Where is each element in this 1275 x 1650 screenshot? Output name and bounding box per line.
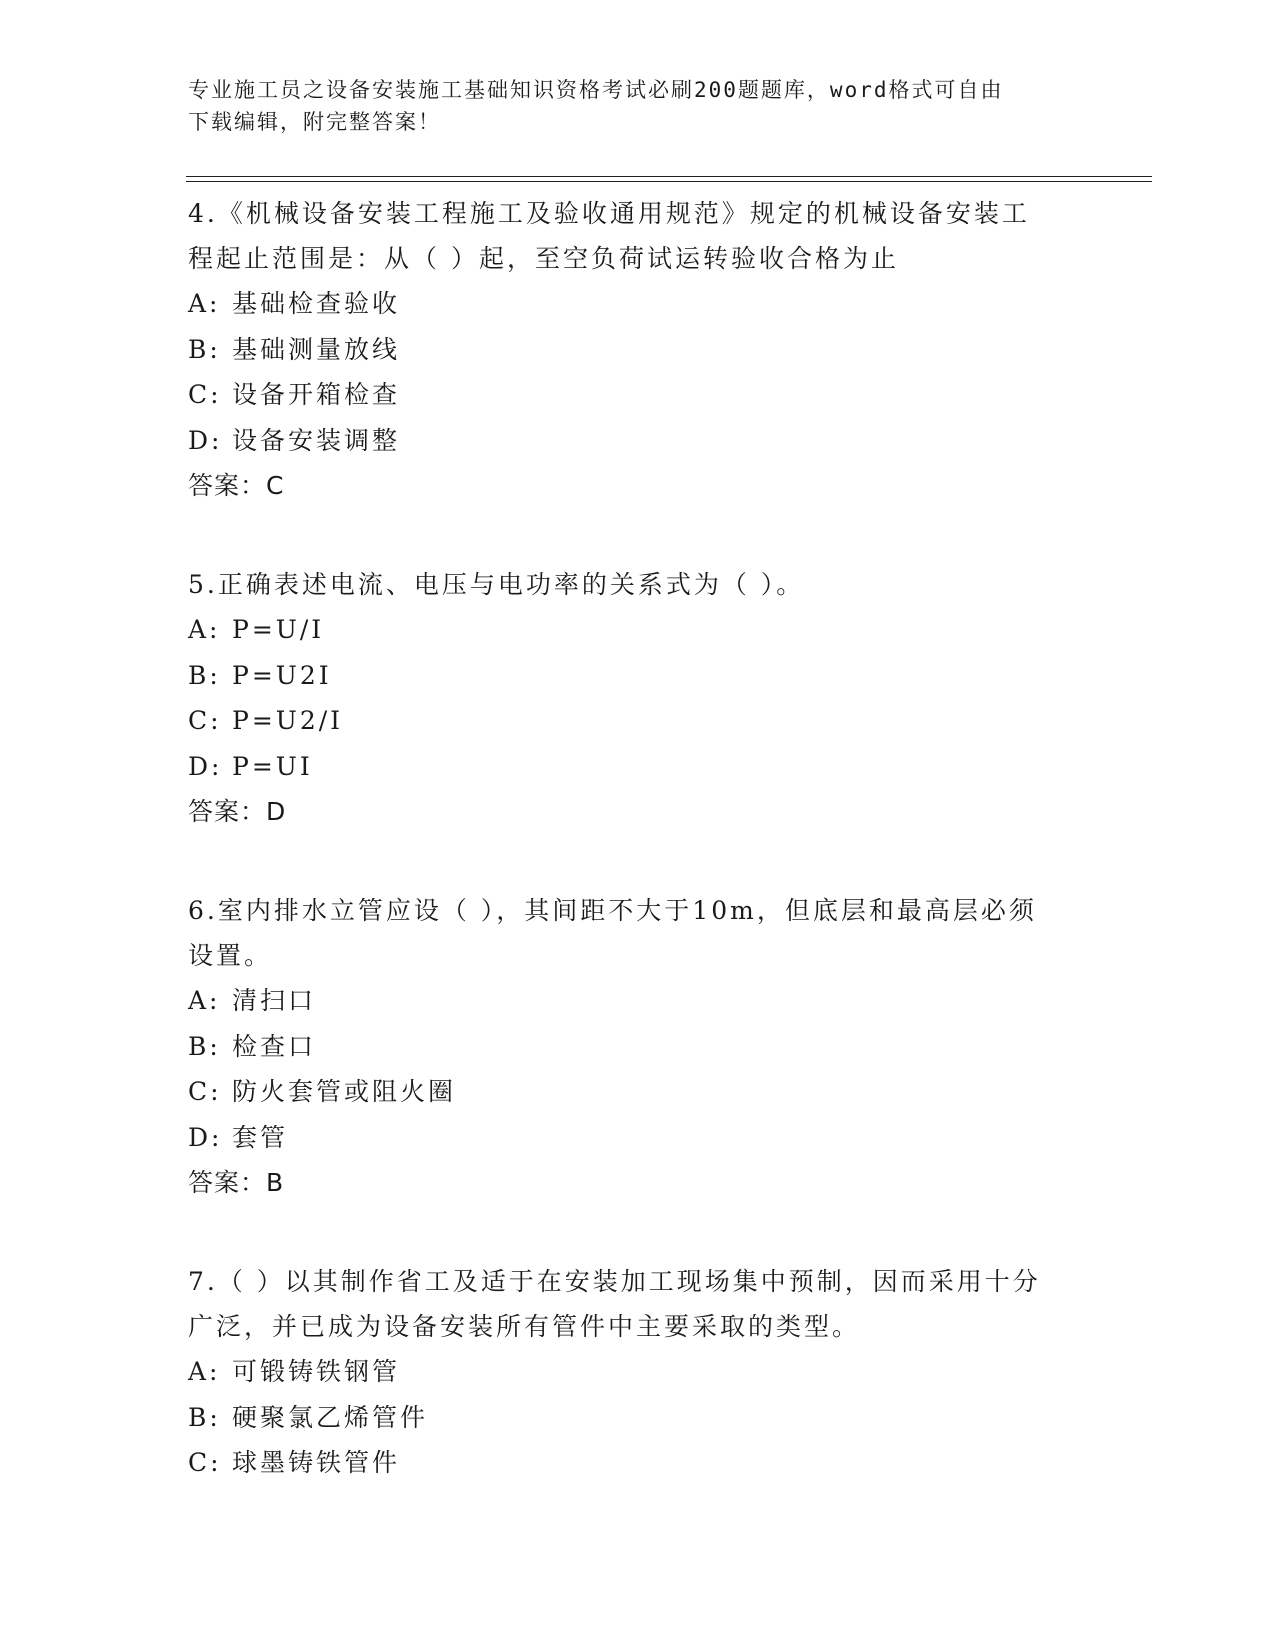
document-header — [188, 74, 1068, 138]
question-list — [188, 191, 1088, 1540]
option-text: P=U2/I — [232, 706, 344, 735]
option-a — [188, 978, 1088, 1024]
question-stem — [188, 191, 1088, 281]
option-letter: D: — [188, 425, 223, 455]
option-text: 可锻铸铁钢管 — [232, 1357, 401, 1386]
question-4 — [188, 191, 1088, 508]
question-stem-line: 设置。 — [188, 941, 273, 970]
option-letter: A: — [188, 289, 221, 318]
option-text: 基础检查验收 — [232, 289, 401, 318]
option-letter: A: — [188, 986, 221, 1015]
answer-line: 答案：B — [188, 1168, 285, 1197]
option-text: P=U2I — [232, 660, 332, 690]
question-5 — [188, 562, 1088, 834]
option-a — [188, 1349, 1088, 1395]
answer-line: 答案：C — [188, 471, 285, 500]
option-letter: A: — [188, 1357, 221, 1386]
option-text: 套管 — [232, 1122, 289, 1152]
option-text: 硬聚氯乙烯管件 — [232, 1402, 429, 1432]
header-divider-top — [186, 176, 1152, 177]
option-letter: D: — [188, 751, 223, 781]
question-stem-line: 6.室内排水立管应设（ ），其间距不大于10m，但底层和最高层必须 — [188, 896, 1037, 925]
option-letter: C: — [188, 380, 222, 409]
option-c — [188, 698, 1088, 744]
option-c — [188, 1440, 1088, 1486]
option-text: P=UI — [232, 751, 313, 781]
question-stem — [188, 562, 1088, 607]
option-letter: C: — [188, 1077, 222, 1106]
option-c — [188, 372, 1088, 418]
question-stem-line: 4.《机械设备安装工程施工及验收通用规范》规定的机械设备安装工 — [188, 199, 1030, 228]
option-d — [188, 418, 1088, 464]
option-text: 防火套管或阻火圈 — [232, 1077, 457, 1106]
option-text: 设备开箱检查 — [232, 380, 401, 409]
option-a — [188, 281, 1088, 327]
answer-line: 答案：D — [188, 797, 287, 826]
option-text: 基础测量放线 — [232, 334, 401, 364]
option-letter: C: — [188, 1448, 222, 1477]
option-text: 球墨铸铁管件 — [232, 1448, 401, 1477]
option-b — [188, 327, 1088, 373]
header-divider-bottom — [186, 181, 1152, 182]
question-stem-line: 广泛，并已成为设备安装所有管件中主要采取的类型。 — [188, 1312, 861, 1341]
option-letter: B: — [188, 660, 221, 690]
question-7 — [188, 1259, 1088, 1486]
option-letter: D: — [188, 1122, 223, 1152]
option-text: P=U/I — [232, 615, 325, 644]
question-stem-line: 5.正确表述电流、电压与电功率的关系式为（ ）。 — [188, 570, 805, 599]
header-line-2: 下载编辑，附完整答案！ — [188, 110, 441, 134]
option-b — [188, 1024, 1088, 1070]
option-text: 设备安装调整 — [232, 425, 401, 455]
header-line-1: 专业施工员之设备安装施工基础知识资格考试必刷200题题库，word格式可自由 — [188, 78, 1004, 102]
option-a — [188, 607, 1088, 653]
option-text: 检查口 — [232, 1031, 317, 1061]
option-letter: B: — [188, 334, 221, 364]
option-b — [188, 653, 1088, 699]
question-6 — [188, 888, 1088, 1205]
option-d — [188, 1115, 1088, 1161]
option-letter: B: — [188, 1402, 221, 1432]
option-d — [188, 744, 1088, 790]
option-c — [188, 1069, 1088, 1115]
option-text: 清扫口 — [232, 986, 317, 1015]
question-stem-line: 程起止范围是：从（ ）起，至空负荷试运转验收合格为止 — [188, 244, 899, 273]
question-stem-line: 7.（ ）以其制作省工及适于在安装加工现场集中预制，因而采用十分 — [188, 1267, 1041, 1296]
option-letter: C: — [188, 706, 222, 735]
question-stem — [188, 1259, 1088, 1349]
option-letter: B: — [188, 1031, 221, 1061]
option-letter: A: — [188, 615, 221, 644]
question-stem — [188, 888, 1088, 978]
option-b — [188, 1395, 1088, 1441]
